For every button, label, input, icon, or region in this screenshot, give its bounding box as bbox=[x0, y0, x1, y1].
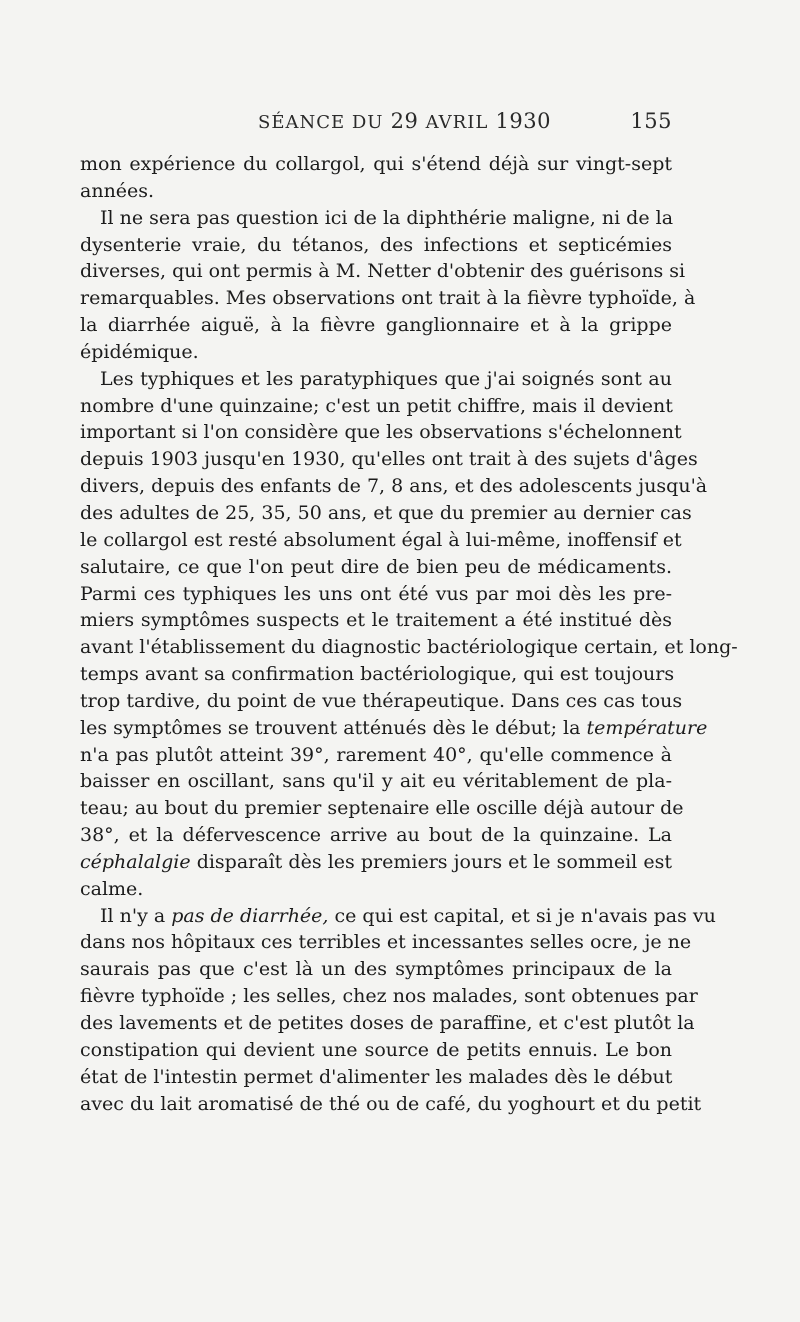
text-run: Il n'y a bbox=[100, 904, 172, 927]
italic-run: température bbox=[586, 716, 708, 739]
text-line: important si l'on considère que les observations s'échelonnent bbox=[80, 421, 682, 444]
text-line: le collargol est resté absolument égal à lui-même, inoffensif et bbox=[80, 528, 682, 551]
text-line: avant l'établissement du diagnostic bactériologique certain, et long- bbox=[80, 636, 738, 659]
text-line: saurais pas que c'est là un des symptômes principaux de la bbox=[80, 958, 672, 981]
text-line: temps avant sa confirmation bactériologique, qui est toujours bbox=[80, 663, 675, 686]
text-line: constipation qui devient une source de petits ennuis. Le bon bbox=[80, 1038, 672, 1061]
running-header bbox=[80, 109, 672, 143]
text-line: Les typhiques et les paratyphiques que j'ai soignés sont au bbox=[100, 367, 672, 390]
text-line: dans nos hôpitaux ces terribles et incessantes selles ocre, je ne bbox=[80, 931, 692, 954]
text-line: teau; au bout du premier septenaire elle oscille déjà autour de bbox=[80, 797, 684, 820]
text-line: miers symptômes suspects et le traitement a été institué dès bbox=[80, 609, 672, 632]
text-line: des lavements et de petites doses de paraffine, et c'est plutôt la bbox=[80, 1012, 695, 1034]
text-line: nombre d'une quinzaine; c'est un petit chiffre, mais il devient bbox=[80, 394, 673, 417]
running-title-month: AVRIL bbox=[425, 112, 489, 133]
text-line: divers, depuis des enfants de 7, 8 ans, et des adolescents jusqu'à bbox=[80, 475, 708, 498]
running-title bbox=[258, 109, 551, 133]
text-line: trop tardive, du point de vue thérapeutique. Dans ces cas tous bbox=[80, 689, 683, 712]
text-line: 38°, et la défervescence arrive au bout de la quinzaine. La bbox=[80, 824, 672, 847]
text-line bbox=[80, 903, 716, 930]
text-line: Il ne sera pas question ici de la diphthérie maligne, ni de la bbox=[100, 206, 674, 229]
text-line: années. bbox=[80, 179, 155, 202]
text-line: avec du lait aromatisé de thé ou de café, du yoghourt et du petit bbox=[80, 1092, 702, 1115]
page-number: 155 bbox=[630, 109, 672, 133]
running-title-year: 1930 bbox=[495, 109, 551, 133]
text-line: mon expérience du collargol, qui s'étend déjà sur vingt-sept bbox=[80, 153, 672, 175]
text-line: état de l'intestin permet d'alimenter les malades dès le début bbox=[80, 1065, 673, 1088]
text-line: baisser en oscillant, sans qu'il y ait eu véritablement de pla- bbox=[80, 770, 672, 793]
italic-run: pas de diarrhée, bbox=[171, 904, 329, 927]
text-line: des adultes de 25, 35, 50 ans, et que du premier au dernier cas bbox=[80, 501, 692, 524]
text-line: la diarrhée aiguë, à la fièvre ganglionnaire et à la grippe bbox=[80, 314, 672, 337]
text-line: salutaire, ce que l'on peut dire de bien peu de médicaments. bbox=[80, 555, 672, 578]
body-text bbox=[80, 151, 738, 1117]
text-run: les symptômes se trouvent atténués dès le début; la bbox=[80, 716, 587, 739]
text-line: n'a pas plutôt atteint 39°, rarement 40°, qu'elle commence à bbox=[80, 743, 672, 766]
text-line: épidémique. bbox=[80, 340, 199, 363]
text-run: ce qui est capital, et si je n'avais pas vu bbox=[328, 904, 716, 927]
text-line: calme. bbox=[80, 877, 144, 900]
italic-run: céphalalgie bbox=[80, 850, 191, 873]
text-line bbox=[80, 849, 672, 876]
running-title-day: 29 bbox=[390, 109, 419, 133]
text-line: diverses, qui ont permis à M. Netter d'obtenir des guérisons si bbox=[80, 260, 686, 283]
text-run: disparaît dès les premiers jours et le sommeil est bbox=[190, 850, 672, 873]
text-line: dysenterie vraie, du tétanos, des infections et septicémies bbox=[80, 233, 672, 256]
text-line bbox=[80, 715, 708, 742]
text-line: fièvre typhoïde ; les selles, chez nos malades, sont obtenues par bbox=[80, 985, 698, 1008]
text-line: Parmi ces typhiques les uns ont été vus par moi dès les pre- bbox=[80, 582, 672, 605]
running-title-prefix: SÉANCE DU bbox=[258, 112, 384, 133]
text-line: depuis 1903 jusqu'en 1930, qu'elles ont trait à des sujets d'âges bbox=[80, 448, 698, 471]
text-line: remarquables. Mes observations ont trait à la fièvre typhoïde, à bbox=[80, 287, 696, 310]
